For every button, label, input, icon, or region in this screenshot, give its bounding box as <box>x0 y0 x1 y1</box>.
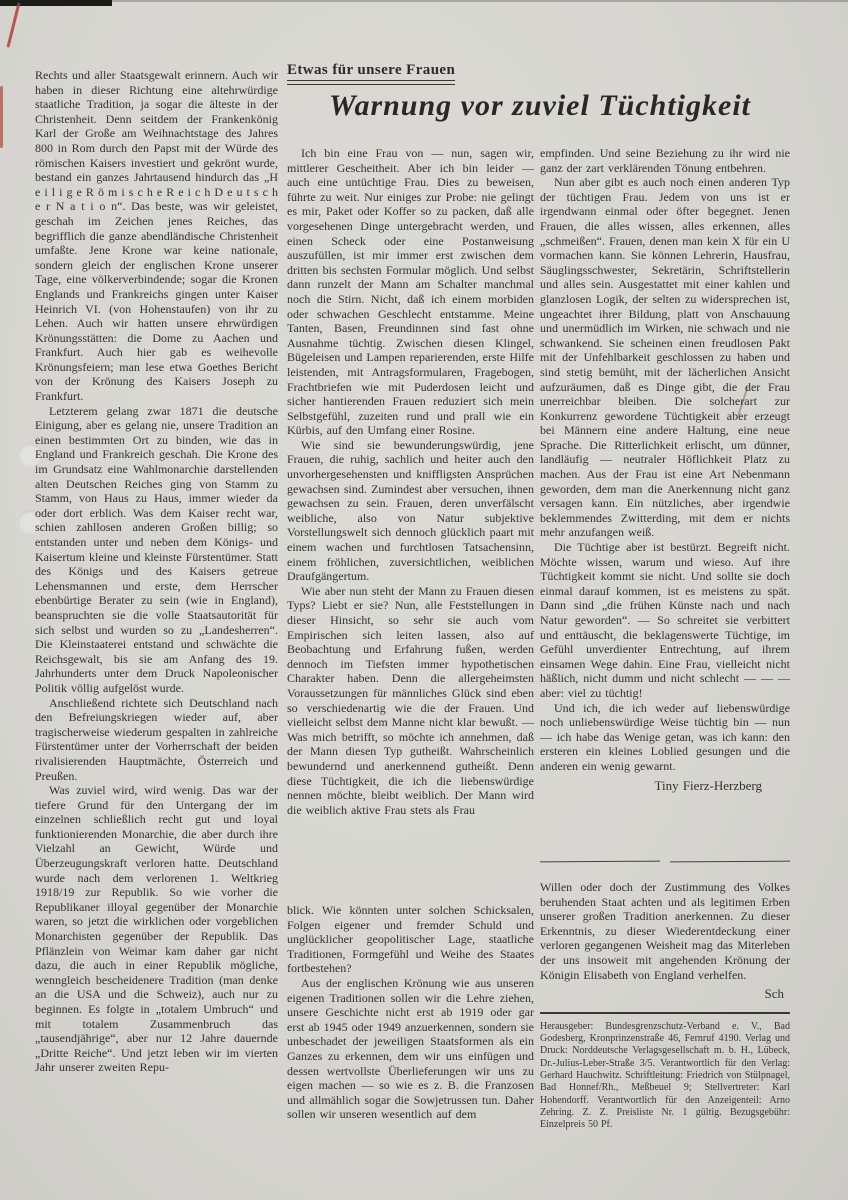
paragraph: Rechts und aller Staatsgewalt erinnern. Auch wir haben in dieser Richtung eine altehrwürdige staatliche Tradition, ja sogar die älteste in der Christenheit. Denn seitdem der Frankenkönig Karl der Große am Weihnachtstage des Jahres 800 in Rom durch den Papst mit der Würde des römischen Kaisers investiert und gekrönt wurde, bestand ein ganzes Jahrtausend hindurch das „H e i l i g e R ö m i s c h e R e i c h D e u t s c h e r N a t i o n“. Das beste, was wir geleistet, geschah im Zeichen jenes Reiches, das begrifflich die ganze abendländische Christenheit umfaßte. Jene Krone war keine nationale, sondern gleich der englischen Krone unserer Tage, eine völkerverbindende; sogar die Kronen Englands und Frankreichs gingen unter Kaiser Heinrich VI. (von Hohenstaufen) von ihr zu Lehen. Auch wir hatten unsere ehrwürdigen Krönungsstätten: die Dome zu Aachen und Frankfurt. Auch hier gab es weihevolle Krönungsfeiern; man lese etwa Goethes Bericht von der Krönung des Kaisers Joseph zu Frankfurt. <box>35 68 278 404</box>
author-signature: Tiny Fierz-Herzberg <box>654 777 762 793</box>
kicker-text: Etwas für unsere Frauen <box>287 62 455 81</box>
paragraph: Anschließend richtete sich Deutschland nach den Befreiungskriegen wieder auf, aber tragischerweise wiederum gespalten in zahlreiche Fürstentümer unter der Vorherrschaft der beiden rivalisierenden Hauptmächte, Österreich und Preußen. <box>35 695 278 783</box>
kicker-double-underline <box>287 62 455 85</box>
imprint-divider <box>540 1012 790 1014</box>
middle-column-tradition-continuation <box>287 903 534 1122</box>
right-column-women-article <box>540 146 790 793</box>
section-kicker <box>287 62 455 85</box>
imprint-text: Herausgeber: Bundesgrenzschutz-Verband e. V., Bad Godesberg, Kronprinzenstraße 46, Fernruf 4190. Verlag und Druck: Norddeutsche Verlagsgesellschaft m. b. H., Lübeck, Dr.-Julius-Leber-Straße 3/5. Verantwortlich für den Verlag: Gerhard Hauchwitz. Schriftleitung: Friedrich von Stülpnagel, Bad Honnef/Rh., Meßbeuel 9; Stellvertreter: Karl Hohendorff. Verantwortlich für den Anzeigenteil: Arno Zehring. Z. Z. Preisliste Nr. 1 gültig. Bezugsgebühr: Einzelpreis 50 Pf. <box>540 1020 790 1131</box>
left-column-article-tradition <box>35 68 278 1075</box>
paragraph: Wie sind sie bewunderungswürdig, jene Frauen, die ruhig, sachlich und heiter auch den unvorhergesehensten und kniffligsten Ansprüchen gewachsen sind. Zumindest aber versuchen, ihnen gewachsen zu sein. Frauen, deren unverfälscht weibliche, also von Natur subjektive Vorstellungswelt sich dennoch glücklich paart mit einem wachen und furchtlosen Tatsachensinn, einem fröhlichen, zuversichtlichen, weiblichen Draufgängertum. <box>287 437 534 584</box>
paragraph: blick. Wie könnten unter solchen Schicksalen, Folgen eigener und fremder Schuld und unglücklicher geopolitischer Lage, staatliche Traditionen, Formgefühl und Weihe des Staates fortbestehen? <box>287 903 534 976</box>
right-column-bottom <box>540 880 790 1131</box>
tradition-continuation-text <box>540 880 790 982</box>
paragraph: Aus der englischen Krönung wie aus unseren eigenen Traditionen sollen wir die Lehre ziehen, unsere Geschichte nicht erst ab 1919 oder gar erst ab 1945 oder 1949 anzuerkennen, sondern sie unbeschadet der jeweiligen Staatsformen als ein Ganzes zu erkennen, dem wir uns einfügen und dessen wertvollste Überlieferungen wir uns zu eigen machen — so wie es z. B. die Franzosen und allmählich sogar die Sowjetrussen tun. Daher sollen wir unseren wesentlich auf dem <box>287 975 534 1122</box>
divider-segment <box>670 861 790 863</box>
red-pen-mark <box>6 2 20 47</box>
red-pen-mark <box>0 86 3 148</box>
paragraph: Und ich, die ich weder auf liebenswürdige noch unliebenswürdige Weise tüchtig bin — nun — ich habe das Wenige getan, was ich kann: den ersteren ein kleines Loblied gesungen und die anderen ein wenig gewarnt. <box>540 700 790 773</box>
paragraph: Wie aber nun steht der Mann zu Frauen diesen Typs? Liebt er sie? Nun, alle Feststellungen in dieser Hinsicht, so sehr sie auch vom Empirischen sich leiten lassen, also auf Beobachtung und Erfahrung fußen, werden dennoch im Tiefsten immer hypothetischen Charakter haben. Denn die allergeheimsten Voraussetzungen für männliches Glück sind eben so verschiedenartig wie die der Frauen. Und vielleicht selbst dem Manne nicht klar bewußt. — Was mich betrifft, so möchte ich annehmen, daß der Mann diesen Typ gutheißt. Wahrscheinlich bewundernd und anerkennend gutheißt. Denn diese Tüchtigkeit, die ich die liebenswürdige nennen möchte, bleibt weiblich. Der Mann wird die weiblich aktive Frau stets als Frau <box>287 583 534 817</box>
right-column-text <box>540 146 790 774</box>
paragraph: Die Tüchtige aber ist bestürzt. Begreift nicht. Möchte wissen, warum und wieso. Auf ihre Tüchtigkeit kommt sie nicht. Und sollte sie doch einmal darauf kommen, ist es meistens zu spät. Dann sind „die frühen Künste nach und nach Natur geworden“. — So schreitet sie verbittert und enttäuscht, die beklagenswerte Tüchtige, im Gefühl unverdienter Entrechtung, auf ihrem einsamen Wege dahin. Eine Frau, vielleicht nicht häßlich, nicht dumm und nicht schlecht — — — aber: viel zu tüchtig! <box>540 540 790 700</box>
article-headline: Warnung vor zuviel Tüchtigkeit <box>329 89 751 122</box>
paragraph: Nun aber gibt es auch noch einen anderen Typ der tüchtigen Frau. Jedem von uns ist er irgendwann einmal oder öfter begegnet. Jenen Frauen, die alles wissen, alles erkennen, alles „schmeißen“. Frauen, denen man kein X für ein U vormachen kann. Sie können Lehrerin, Hausfrau, Säuglingsschwester, Sekretärin, Schriftstellerin und alles sein. Ausgestattet mit einer kahlen und glanzlosen Logik, der selten zu widersprechen ist, ungeachtet ihrer Bildung, platt von Anschauung und unermüdlich im Wirken, nie schwach und nie schwankend. Sie scheinen einen freudlosen Pakt mit der Unfehlbarkeit geschlossen zu haben und sind stetig bemüht, mit der lächerlichen Ansicht aufzuräumen, daß es Dinge gibt, die der Frau unerreichbar bleiben. Die solcherart zur Konkurrenz gewordene Tüchtigkeit aber erzeugt bei Männern eine andere Haltung, eine neue Sprache. Die Ritterlichkeit erlischt, um dünner, landläufig — neutraler Höflichkeit Platz zu machen. Aus der Frau ist eine Art Nebenmann geworden, dem man die Anerkennung nicht ganz versagen kann. Ein nützliches, aber irgendwie beklemmendes Zwitterding, mit dem er nichts mehr anzufangen weiß. <box>540 175 790 540</box>
paragraph: Was zuviel wird, wird wenig. Das war der tiefere Grund für den Untergang der im einzelnen schließlich recht gut und loyal funktionierenden Monarchie, die aber durch ihre Vielzahl an Gewicht, Würde und Überzeugungskraft verloren hatte. Deutschland wurde nach dem verlorenen 1. Weltkrieg 1918/19 zur Republik. So wie vorher die Republikaner illoyal gegenüber der Monarchie waren, so jetzt die wirklichen oder vorgeblichen Monarchisten gegenüber der Republik. Das Pflänzlein von Weimar kam daher gar nicht dazu, die auch in einer Republik mögliche, wenngleich bescheidenere Tradition (man denke an die USA und die Schweiz), auch nur zu beginnen. Es folgte in „totalem Umbruch“ und mit totalem Zusammenbruch das „tausendjährige“, aber nur 12 Jahre dauernde „Dritte Reiche“. Und jetzt leben wir im vierten Jahr unserer zweiten Repu- <box>35 783 278 1075</box>
middle-column-women-article <box>287 146 534 817</box>
paragraph: Willen oder doch der Zustimmung des Volkes beruhenden Staat achten und als legitimen Erben unserer großen Tradition anerkennen. Zu dieser Erkenntnis, zu dieser Wiederentdeckung einer verloren gegangenen Weisheit mag das Miterleben der uns insoweit mit angehenden Krönung der Königin Elisabeth von England verhelfen. <box>540 880 790 982</box>
editor-initials: Sch <box>764 986 784 1002</box>
paragraph: Letzterem gelang zwar 1871 die deutsche Einigung, aber es gelang nie, unsere Tradition an einen bestimmten Ort zu binden, wie das in England und Frankreich geschah. Die Krone des im Grundsatz eine Wahlmonarchie darstellenden alten Deutschen Reiches ging von Stamm zu Stamm, von Haus zu Haus, immer wieder da oder dort erblich. Was dem Kaiser recht war, schien zahllosen anderen Großen billig; so entstanden unter und neben dem Königs- und Kaisertum kleine und kleinste Fürstentümer. Statt des Königs und des Kaisers getreue Lehensmannen und erste, dem Herrscher ebenbürtige Berater zu sein (wie in England), beanspruchten sie die volle Staatsautorität für sich selbst und wurden so zu „Landesherren“. Die Kleinstaaterei entstand und schwächte die Reichsgewalt, bis sie am Anfang des 19. Jahrhunderts unter dem Druck Napoleonischer Politik völlig aufgelöst wurde. <box>35 403 278 695</box>
scan-top-edge <box>0 0 848 2</box>
paragraph: empfinden. Und seine Beziehung zu ihr wird nie ganz der zart verklärenden Tönung entbehren. <box>540 146 790 175</box>
paragraph: Ich bin eine Frau von — nun, sagen wir, mittlerer Gescheitheit. Aber ich bin leider — auch eine untüchtige Frau. Dies zu beweisen, führte zu weit. Nur einiges zur Probe: nie gelingt es mir, Paket oder Koffer so zu packen, daß alle vorgesehenen Dinge untergebracht werden, und einen Scheck oder eine Postanweisung auszufüllen, ist mir immer erst zwischen dem dritten bis sechsten Formular möglich. Und selbst dann runzelt der Mann am Schalter manchmal noch die Stirn. Nicht, daß ich einem morbiden oder schwachen Geschlecht entstamme. Meine Tanten, Basen, Freundinnen sind fast ohne Ausnahme tüchtig. Zwischen diesen Klingel, Bügeleisen und Lampen reparierenden, erste Hilfe leistenden, mit Antragsformularen, Fragebogen, Frachtbriefen wie mit Puderdosen leicht und sicher hantierenden Frauen reduziert sich mein Selbstgefühl, zuzeiten rund und prall wie ein Kürbis, auf den Umfang einer Rosine. <box>287 146 534 438</box>
divider-segment <box>540 861 660 863</box>
article-divider <box>540 861 790 862</box>
